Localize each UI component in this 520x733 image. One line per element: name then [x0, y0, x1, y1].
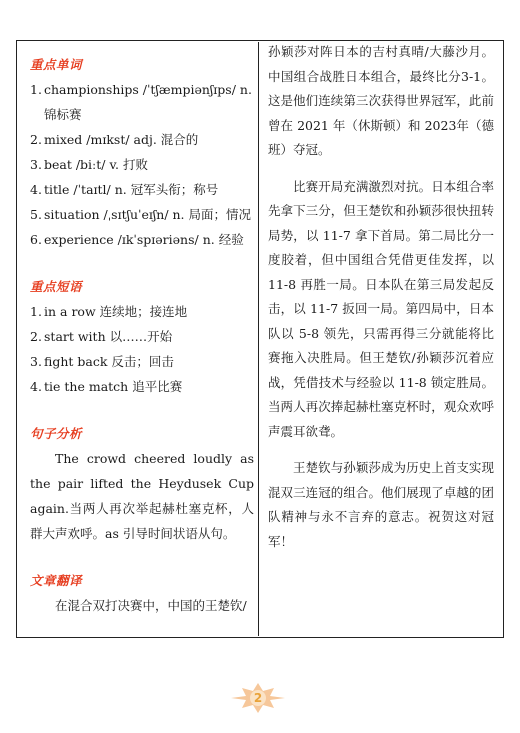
key-phrase-item: 4. tie the match 追平比赛: [30, 379, 183, 394]
key-word-item: 5. situation /ˌsɪtʃuˈeɪʃn/ n. 局面；情况: [30, 207, 251, 222]
page-number: 2: [253, 691, 263, 705]
key-words-heading: 重点单词: [30, 57, 83, 72]
key-word-item: 6. experience /ɪkˈspɪəriəns/ n. 经验: [30, 232, 244, 247]
key-phrase-item: 1. in a row 连续地；接连地: [30, 304, 188, 319]
sentence-analysis-text: The crowd cheered loudly as the pair lifted the Heydusek Cup again.当两人再次举起赫杜塞克杯，人群大声欢呼。as 引导时间状语从句。: [30, 451, 254, 541]
key-word-item: 3. beat /biːt/ v. 打败: [30, 157, 149, 172]
translation-paragraph-start: 在混合双打决赛中，中国的王楚钦/: [55, 598, 247, 613]
right-column: [268, 40, 494, 554]
key-phrases-list: [30, 299, 254, 399]
left-column: [30, 52, 254, 618]
key-phrases-heading: 重点短语: [30, 279, 83, 294]
column-divider: [258, 42, 259, 636]
key-word-item: 1. championships /ˈtʃæmpiənʃɪps/ n. 锦标赛: [30, 82, 252, 122]
key-phrase-item: 3. fight back 反击；回击: [30, 354, 174, 369]
key-words-list: [30, 77, 254, 252]
sentence-analysis-heading: 句子分析: [30, 426, 83, 441]
translation-paragraph-3: 王楚钦与孙颖莎成为历史上首支实现混双三连冠的组合。他们展现了卓越的团队精神与永不言弃的意志。祝贺这对冠军！: [268, 460, 494, 549]
translation-heading: 文章翻译: [30, 573, 83, 588]
translation-paragraph-2: 比赛开局充满激烈对抗。日本组合率先拿下三分，但王楚钦和孙颖莎很快扭转局势，以 11-7 拿下首局。第二局比分一度胶着，但中国组合凭借更佳发挥，以 11-8 再胜一局。日本队在第三局发起反击，以 11-7 扳回一局。第四局中，日本队以 5-8 领先，只需再得三分就能将比赛拖入决胜局。但王楚钦/孙颖莎沉着应战，凭借技术与经验以 11-8 锁定胜局。当两人再次捧起赫杜塞克杯时，观众欢呼声震耳欲聋。: [268, 178, 494, 439]
key-word-item: 4. title /ˈtaɪtl/ n. 冠军头衔；称号: [30, 182, 219, 197]
page-number-badge: [228, 682, 288, 714]
key-word-item: 2. mixed /mɪkst/ adj. 混合的: [30, 132, 199, 147]
key-phrase-item: 2. start with 以……开始: [30, 329, 173, 344]
translation-paragraph-1: 孙颖莎对阵日本的吉村真晴/大藤沙月。中国组合战胜日本组合，最终比分3-1。这是他们连续第三次获得世界冠军，此前曾在 2021 年（休斯顿）和 2023年（德班）夺冠。: [268, 44, 494, 157]
